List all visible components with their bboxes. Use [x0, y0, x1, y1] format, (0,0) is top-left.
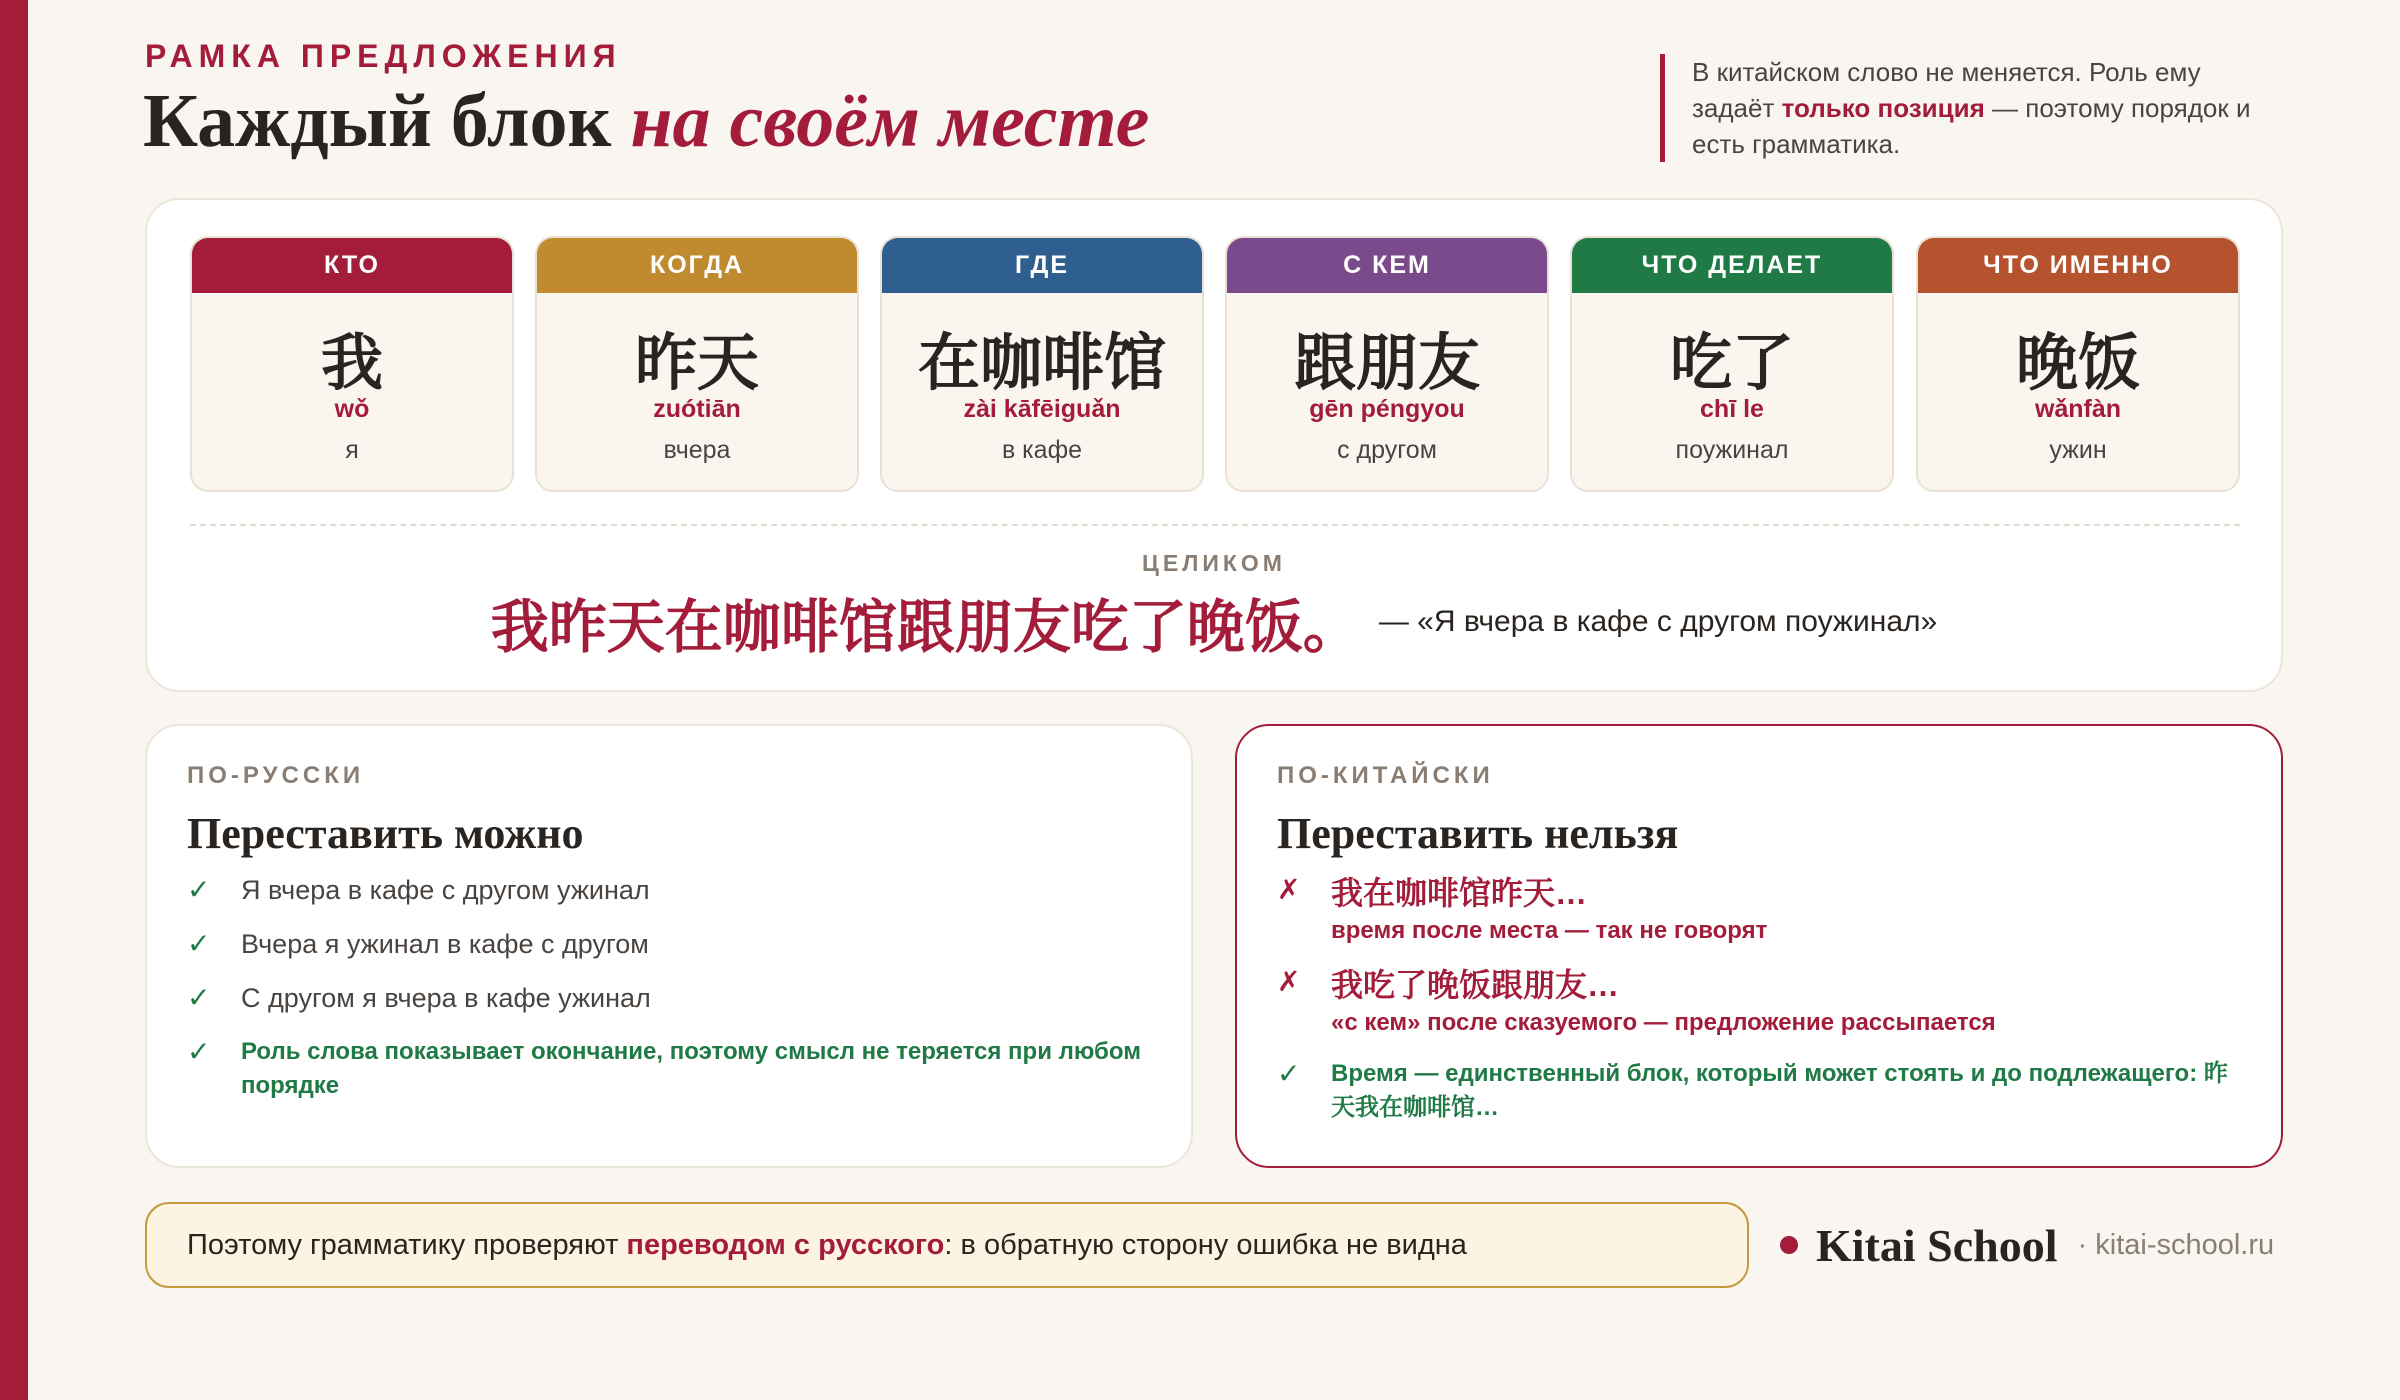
whole-label: ЦЕЛИКОМ [1142, 550, 1286, 576]
good-example: Время — единственный блок, который может стоять и до подлежащего: 昨天我在咖啡馆… [1331, 1060, 2228, 1121]
chinese-card [1235, 724, 2283, 1168]
note-bold: переводом с русского [626, 1229, 945, 1261]
conclusion-text: Роль слова показывает окончание, поэтому смысл не теряется при любом порядке [241, 1038, 1141, 1099]
card-label: ПО-КИТАЙСКИ [1277, 762, 1494, 789]
bad-example: 我吃了晚饭跟朋友… [1331, 967, 1620, 1003]
note-after: : в обратную сторону ошибка не видна [944, 1229, 1467, 1261]
brand [1780, 1212, 2274, 1278]
chinese-list [1277, 873, 2241, 1125]
russian-card [145, 724, 1193, 1168]
block-who [190, 236, 514, 492]
note-before: Поэтому грамматику проверяют [187, 1229, 627, 1261]
block-when [535, 236, 859, 492]
title-accent: на своём месте [630, 79, 1150, 163]
block-role: ЧТО ДЕЛАЕТ [1572, 238, 1892, 293]
card-heading: Переставить можно [187, 809, 584, 858]
bad-note: «с кем» после сказуемого — предложение рассыпается [1331, 1009, 1996, 1036]
cross-icon: ✗ [1277, 874, 1301, 905]
whole-sentence: 我昨天在咖啡馆跟朋友吃了晚饭。 [490, 595, 1361, 660]
bad-note: время после места — так не говорят [1331, 917, 1768, 944]
item-text: Вчера я ужинал в кафе с другом [241, 929, 649, 959]
block-pinyin: zuótiān [653, 395, 741, 423]
intro-text-bold: только позиция [1781, 93, 1985, 123]
block-hanzi: 吃了 [1669, 329, 1794, 398]
block-pinyin: gēn péngyou [1309, 395, 1465, 423]
item-text: С другом я вчера в кафе ужинал [241, 983, 651, 1013]
bad-example: 我在咖啡馆昨天… [1331, 875, 1588, 911]
block-translation: ужин [2049, 436, 2107, 464]
block-pinyin: wǎnfàn [2034, 395, 2122, 423]
block-hanzi: 跟朋友 [1293, 329, 1480, 398]
accent-stripe [0, 0, 28, 1400]
block-translation: с другом [1337, 436, 1437, 464]
check-icon: ✓ [187, 874, 211, 905]
block-row [190, 236, 2240, 492]
brand-dot-icon [1780, 1236, 1798, 1254]
list-item [187, 873, 1151, 907]
block-pinyin: chī le [1700, 395, 1764, 423]
card-label: ПО-РУССКИ [187, 762, 365, 789]
list-item [187, 981, 1151, 1015]
whole-translation: — «Я вчера в кафе с другом поужинал» [1378, 605, 1938, 638]
block-role: ЧТО ИМЕННО [1918, 238, 2238, 293]
check-icon: ✓ [1277, 1058, 1301, 1089]
cross-icon: ✗ [1277, 966, 1301, 997]
intro-text-before: В китайском слово не меняется. Роль ему задаёт [1692, 57, 2201, 123]
brand-site-link[interactable]: · kitai-school.ru [2077, 1228, 2275, 1261]
list-item [187, 927, 1151, 961]
block-hanzi: 在咖啡馆 [917, 329, 1166, 398]
block-hanzi: 我 [320, 329, 383, 398]
list-item [187, 1035, 1151, 1103]
block-with-whom [1225, 236, 1549, 492]
card-heading: Переставить нельзя [1277, 809, 1679, 858]
whole-sentence-line [147, 580, 2281, 664]
block-hanzi: 晚饭 [2015, 329, 2140, 398]
block-role: КОГДА [537, 238, 857, 293]
block-translation: в кафе [1001, 436, 1083, 464]
block-action [1570, 236, 1894, 492]
russian-list [187, 873, 1151, 1103]
brand-name: Kitai School [1816, 1219, 2058, 1271]
intro-text-after: — поэтому порядок и есть грамматика. [1692, 93, 2251, 159]
block-role: ГДЕ [882, 238, 1202, 293]
block-what [1916, 236, 2240, 492]
block-translation: поужинал [1675, 436, 1789, 464]
item-text: Я вчера в кафе с другом ужинал [241, 875, 650, 905]
block-role: КТО [192, 238, 512, 293]
bottom-note [145, 1202, 1749, 1288]
block-translation: вчера [663, 436, 731, 464]
list-item [1277, 1057, 2241, 1125]
dashed-divider [190, 524, 2240, 526]
page-title [143, 78, 1149, 165]
block-hanzi: 昨天 [634, 329, 759, 398]
title-main: Каждый блок [143, 79, 631, 163]
block-pinyin: zài kāfēiguǎn [963, 395, 1121, 423]
list-item [1277, 873, 2241, 945]
check-icon: ✓ [187, 928, 211, 959]
intro-note [1660, 54, 2280, 162]
sentence-frame [145, 198, 2283, 692]
check-icon: ✓ [187, 982, 211, 1013]
block-where [880, 236, 1204, 492]
eyebrow: РАМКА ПРЕДЛОЖЕНИЯ [145, 38, 622, 74]
check-icon: ✓ [187, 1036, 211, 1067]
block-translation: я [345, 436, 359, 464]
list-item [1277, 965, 2241, 1037]
block-role: С КЕМ [1227, 238, 1547, 293]
block-pinyin: wǒ [334, 395, 370, 423]
